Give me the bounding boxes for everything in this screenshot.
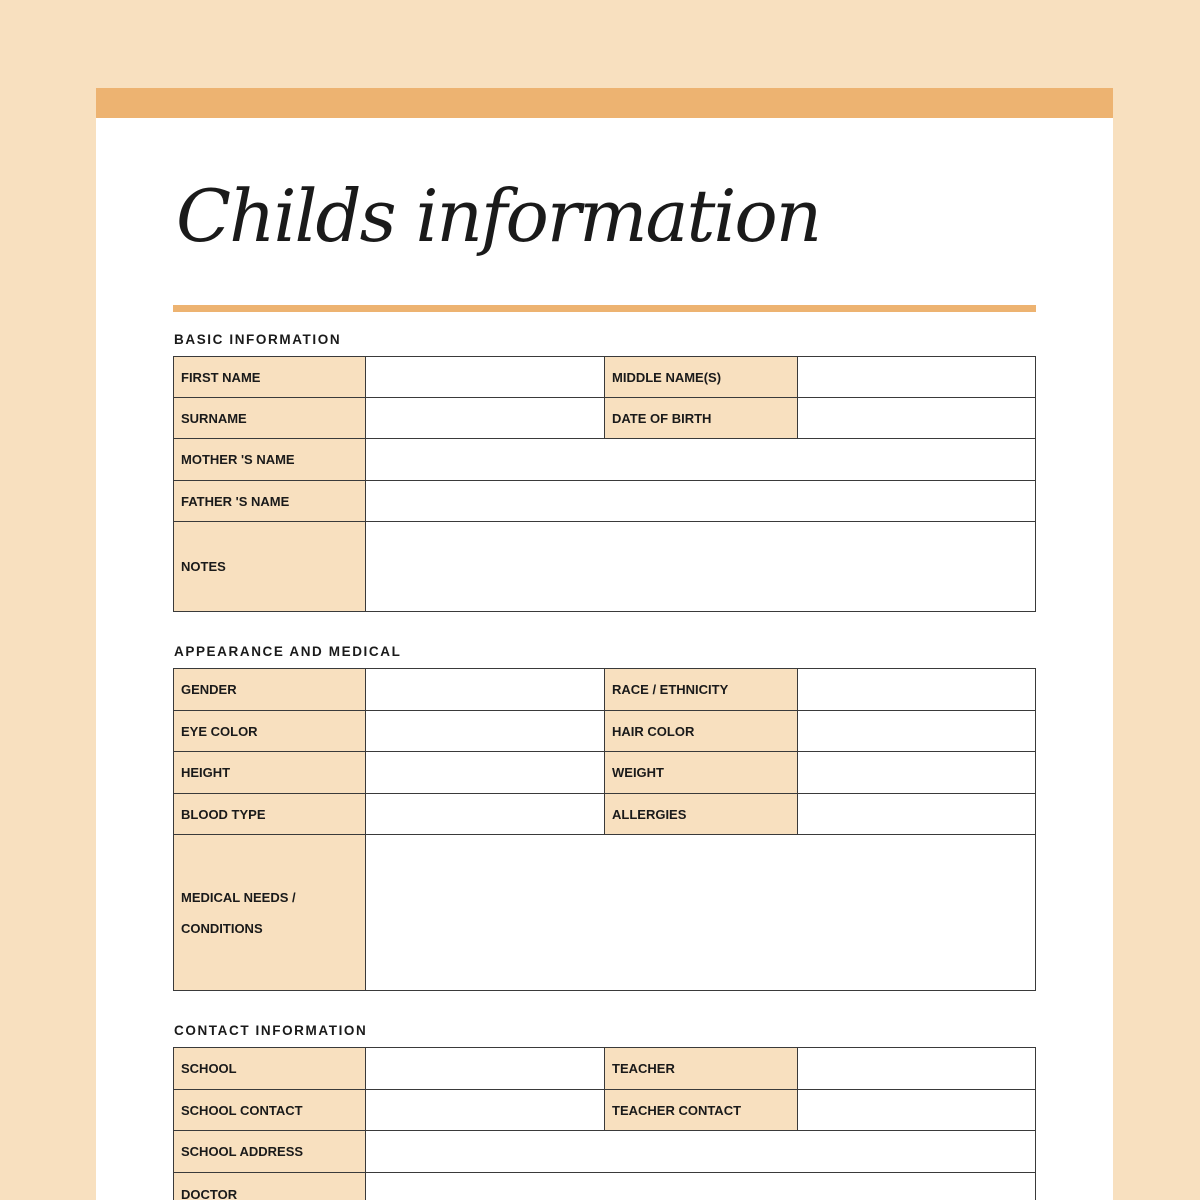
teacher-field[interactable] <box>798 1048 1036 1090</box>
basic-information-table <box>173 356 1036 612</box>
school-field[interactable] <box>366 1048 605 1090</box>
form-page <box>96 88 1113 1200</box>
notes-field[interactable] <box>366 522 1036 612</box>
surname-field[interactable] <box>366 398 605 439</box>
eye-color-label: EYE COLOR <box>174 711 366 752</box>
first-name-label: FIRST NAME <box>174 357 366 398</box>
section-heading-basic: BASIC INFORMATION <box>174 332 342 347</box>
medical-needs-label-line2: CONDITIONS <box>181 920 263 936</box>
medical-needs-label <box>174 835 366 991</box>
teacher-contact-label: TEACHER CONTACT <box>605 1090 798 1131</box>
notes-label: NOTES <box>174 522 366 612</box>
doctor-label: DOCTOR <box>174 1173 366 1200</box>
blood-type-field[interactable] <box>366 794 605 835</box>
date-of-birth-field[interactable] <box>798 398 1036 439</box>
section-heading-appearance: APPEARANCE AND MEDICAL <box>174 644 402 659</box>
height-field[interactable] <box>366 752 605 794</box>
blood-type-label: BLOOD TYPE <box>174 794 366 835</box>
middle-names-label: MIDDLE NAME(S) <box>605 357 798 398</box>
header-band <box>96 88 1113 118</box>
weight-label: WEIGHT <box>605 752 798 794</box>
gender-label: GENDER <box>174 669 366 711</box>
school-label: SCHOOL <box>174 1048 366 1090</box>
fathers-name-label: FATHER 'S NAME <box>174 481 366 522</box>
page-title: Childs information <box>176 174 821 258</box>
fathers-name-field[interactable] <box>366 481 1036 522</box>
first-name-field[interactable] <box>366 357 605 398</box>
school-contact-label: SCHOOL CONTACT <box>174 1090 366 1131</box>
school-address-label: SCHOOL ADDRESS <box>174 1131 366 1173</box>
mothers-name-field[interactable] <box>366 439 1036 481</box>
school-address-field[interactable] <box>366 1131 1036 1173</box>
height-label: HEIGHT <box>174 752 366 794</box>
medical-needs-field[interactable] <box>366 835 1036 991</box>
date-of-birth-label: DATE OF BIRTH <box>605 398 798 439</box>
teacher-contact-field[interactable] <box>798 1090 1036 1131</box>
allergies-label: ALLERGIES <box>605 794 798 835</box>
medical-needs-label-line1: MEDICAL NEEDS / <box>181 889 296 905</box>
teacher-label: TEACHER <box>605 1048 798 1090</box>
allergies-field[interactable] <box>798 794 1036 835</box>
mothers-name-label: MOTHER 'S NAME <box>174 439 366 481</box>
race-ethnicity-field[interactable] <box>798 669 1036 711</box>
contact-information-table <box>173 1047 1036 1200</box>
surname-label: SURNAME <box>174 398 366 439</box>
school-contact-field[interactable] <box>366 1090 605 1131</box>
middle-names-field[interactable] <box>798 357 1036 398</box>
appearance-medical-table <box>173 668 1036 991</box>
race-ethnicity-label: RACE / ETHNICITY <box>605 669 798 711</box>
hair-color-field[interactable] <box>798 711 1036 752</box>
eye-color-field[interactable] <box>366 711 605 752</box>
section-heading-contact: CONTACT INFORMATION <box>174 1023 368 1038</box>
title-divider <box>173 305 1036 312</box>
gender-field[interactable] <box>366 669 605 711</box>
hair-color-label: HAIR COLOR <box>605 711 798 752</box>
weight-field[interactable] <box>798 752 1036 794</box>
doctor-field[interactable] <box>366 1173 1036 1200</box>
